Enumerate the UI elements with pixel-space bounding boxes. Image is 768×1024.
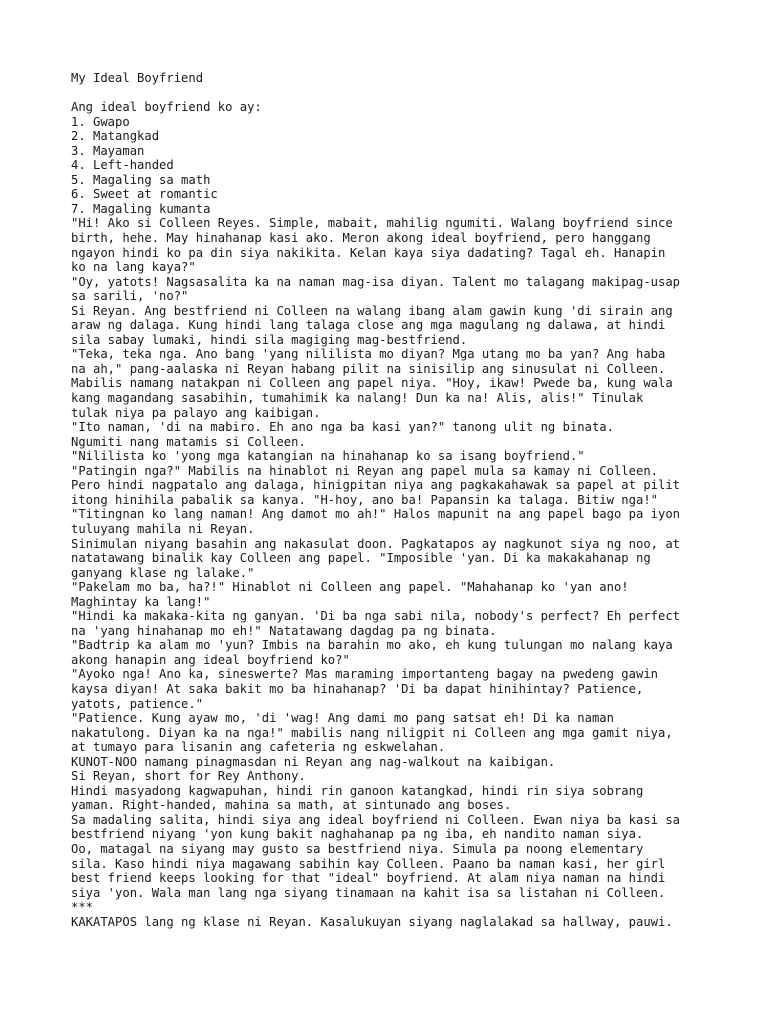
list-item: 7. Magaling kumanta <box>71 201 211 216</box>
paragraph: "Patience. Kung ayaw mo, 'di 'wag! Ang dami mo pang satsat eh! Di ka naman nakatulong. Diyan ka na nga!" mabilis nang niligpit ni Colleen ang mga gamit niya, at tumayo para lisanin ang cafeteria ng eskwelahan. <box>71 711 673 755</box>
list-item: 6. Sweet at romantic <box>71 187 218 202</box>
intro-line: Ang ideal boyfriend ko ay: <box>71 100 262 115</box>
paragraph: Mabilis namang natakpan ni Colleen ang papel niya. "Hoy, ikaw! Pwede ba, kung wala kang magandang sasabihin, tumahimik ka nalang! Dun ka na! Alis, alis!" Tinulak tulak niya pa palayo ang kaibigan. <box>71 376 673 420</box>
paragraph: Oo, matagal na siyang may gusto sa bestfriend niya. Simula pa noong elementary sila. Kaso hindi niya magawang sabihin kay Colleen. Paano ba naman kasi, her girl best friend keeps looking for that "ideal" boyfriend. At alam niya naman na hindi siya 'yon. Wala man lang nga siyang tinamaan na kahit isa sa listahan ni Colleen. <box>71 841 666 900</box>
paragraph: "Titingnan ko lang naman! Ang damot mo ah!" Halos mapunit na ang papel bago pa iyon tuluyang mahila ni Reyan. <box>71 507 681 536</box>
paragraph: Sa madaling salita, hindi siya ang ideal boyfriend ni Colleen. Ewan niya ba kasi sa bestfriend niyang 'yon kung bakit naghahanap pa ng iba, eh nandito naman siya. <box>71 812 681 842</box>
paragraph: Si Reyan, short for Rey Anthony. <box>71 769 306 784</box>
list-item: 2. Matangkad <box>71 129 160 144</box>
list-item: 5. Magaling sa math <box>71 172 211 187</box>
paragraph: Sinimulan niyang basahin ang nakasulat doon. Pagkatapos ay nagkunot siya ng noo, at natatawang binalik kay Colleen ang papel. "Imposible 'yan. Di ka makakahanap ng ganyang klase ng lalake." <box>71 536 681 580</box>
paragraph: "Hindi ka makaka-kita ng ganyan. 'Di ba nga sabi nila, nobody's perfect? Eh perfect na 'yang hinahanap mo eh!" Natatawang dagdag pa ng binata. <box>71 609 681 638</box>
paragraph: "Nililista ko 'yong mga katangian na hinahanap ko sa isang boyfriend." <box>71 449 585 464</box>
paragraph: "Hi! Ako si Colleen Reyes. Simple, mabait, mahilig ngumiti. Walang boyfriend since birth, hehe. May hinahanap kasi ako. Meron akong ideal boyfriend, pero hanggang ngayon hindi ko pa din siya nakikita. Kelan kaya siya dadating? Tagal eh. Hanapin ko na lang kaya?" <box>71 216 673 275</box>
paragraph: Pero hindi nagpatalo ang dalaga, hinigpitan niya ang pagkakahawak sa papel at pilit itong hinihila pabalik sa kanya. "H-hoy, ano ba! Papansin ka talaga. Bitiw nga!" <box>71 478 681 507</box>
list-item: 4. Left-handed <box>71 158 174 173</box>
paragraph: "Badtrip ka alam mo 'yun? Imbis na barahin mo ako, eh kung tulungan mo nalang kaya akong hanapin ang ideal boyfriend ko?" <box>71 638 673 667</box>
paragraph: KUNOT-NOO namang pinagmasdan ni Reyan ang nag-walkout na kaibigan. <box>71 754 556 769</box>
document-title: My Ideal Boyfriend <box>71 71 204 85</box>
story-body <box>71 216 711 929</box>
paragraph: "Ito naman, 'di na mabiro. Eh ano nga ba kasi yan?" tanong ulit ng binata. <box>71 420 614 435</box>
list-item: 1. Gwapo <box>71 114 130 129</box>
paragraph: "Pakelam mo ba, ha?!" Hinablot ni Colleen ang papel. "Mahahanap ko 'yan ano! Maghintay ka lang!" <box>71 580 629 609</box>
paragraph: Hindi masyadong kagwapuhan, hindi rin ganoon katangkad, hindi rin siya sobrang yaman. Right-handed, mahina sa math, at sintunado ang boses. <box>71 783 644 813</box>
scene-break: *** <box>71 900 94 915</box>
paragraph: "Oy, yatots! Nagsasalita ka na naman mag-isa diyan. Talent mo talagang makipag-usap sa sarili, 'no?" <box>71 274 681 304</box>
paragraph: "Patingin nga?" Mabilis na hinablot ni Reyan ang papel mula sa kamay ni Colleen. <box>71 463 658 478</box>
document-page <box>71 71 711 929</box>
ideal-boyfriend-list <box>71 115 711 217</box>
paragraph: "Ayoko nga! Ano ka, sineswerte? Mas maraming importanteng bagay na pwedeng gawin kaysa diyan! At saka bakit mo ba hinahanap? 'Di ba dapat hinihintay? Patience, yatots, patience." <box>71 667 658 711</box>
list-item: 3. Mayaman <box>71 143 145 158</box>
paragraph: Si Reyan. Ang bestfriend ni Colleen na walang ibang alam gawin kung 'di sirain ang araw ng dalaga. Kung hindi lang talaga close ang mga magulang ng dalawa, at hindi sila sabay lumaki, hindi sila magiging mag-bestfriend. <box>71 303 673 347</box>
paragraph: KAKATAPOS lang ng klase ni Reyan. Kasalukuyan siyang naglalakad sa hallway, pauwi. <box>71 914 673 929</box>
paragraph: "Teka, teka nga. Ano bang 'yang nililista mo diyan? Mga utang mo ba yan? Ang haba na ah," pang-aalaska ni Reyan habang pilit na sinisilip ang sinusulat ni Colleen. <box>71 347 666 376</box>
paragraph: Ngumiti nang matamis si Colleen. <box>71 434 306 449</box>
